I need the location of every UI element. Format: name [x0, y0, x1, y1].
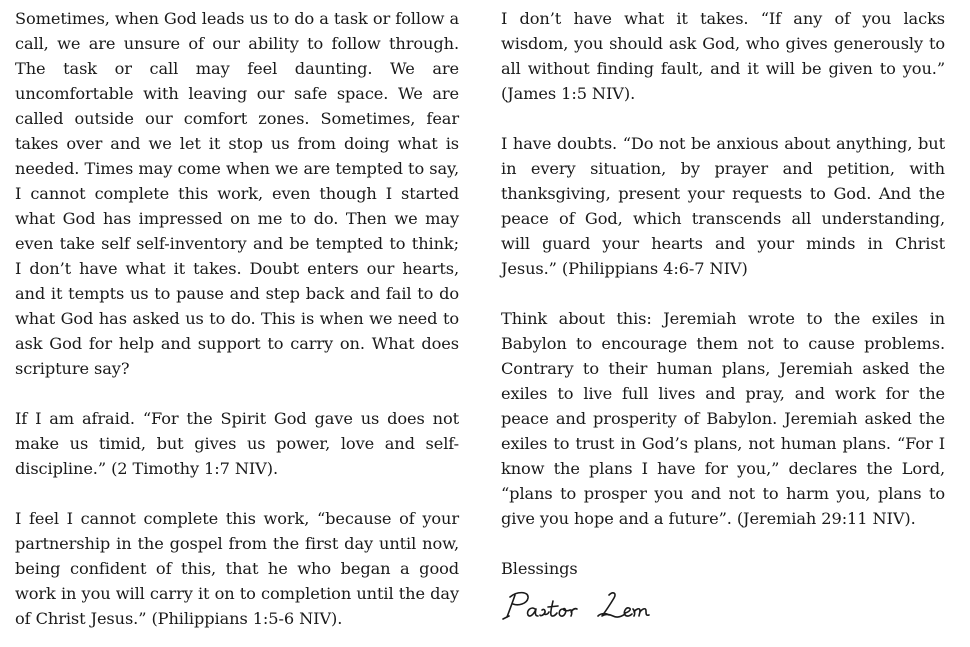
jeremiah-paragraph: Think about this: Jeremiah wrote to the exiles in Babylon to encourage them not to cause problems. Contrary to their human plans, Jeremiah asked the exiles to live full lives and pray, and work for the peace and prosperity of Babylon. Jeremiah asked the exiles to trust in God’s plans, not human plans. “For I know the plans I have for you,” declares the Lord, “plans to prosper you and not to harm you, plans to give you hope and a future”. (Jeremiah 29:11 NIV).	[501, 309, 945, 528]
afraid-paragraph: If I am afraid. “For the Spirit God gave us does not make us timid, but gives us power, love and self-discipline.” (2 Timothy 1:7 NIV).	[15, 409, 459, 478]
signature-pastor-lem	[501, 587, 671, 627]
cannot-complete-paragraph: I feel I cannot complete this work, “because of your partnership in the gospel from the first day until now, being confident of this, that he who began a good work in you will carry it on to completion until the day of Christ Jesus.” (Philippians 1:5-6 NIV).	[15, 509, 459, 628]
what-it-takes-paragraph: I don’t have what it takes. “If any of you lacks wisdom, you should ask God, who gives generously to all without finding fault, and it will be given to you.” (James 1:5 NIV).	[501, 9, 945, 103]
intro-paragraph: Sometimes, when God leads us to do a task or follow a call, we are unsure of our ability to follow through. The task or call may feel daunting. We are uncomfortable with leaving our safe space. We are called outside our comfort zones. Sometimes, fear takes over and we let it stop us from doing what is needed. Times may come when we are tempted to say, I cannot complete this work, even though I started what God has impressed on me to do. Then we may even take self self-inventory and be tempted to think; I don’t have what it takes. Doubt enters our hearts, and it tempts us to pause and step back and fail to do what God has asked us to do. This is when we need to ask God for help and support to carry on. What does scripture say?	[15, 9, 459, 378]
signature	[501, 587, 945, 627]
left-column	[15, 6, 459, 631]
doubts-paragraph: I have doubts. “Do not be anxious about anything, but in every situation, by prayer and petition, with thanksgiving, present your requests to God. And the peace of God, which transcends all understanding, will guard your hearts and your minds in Christ Jesus.” (Philippians 4:6-7 NIV)	[501, 134, 945, 278]
closing-text: Blessings	[501, 559, 578, 578]
right-column	[501, 6, 945, 627]
